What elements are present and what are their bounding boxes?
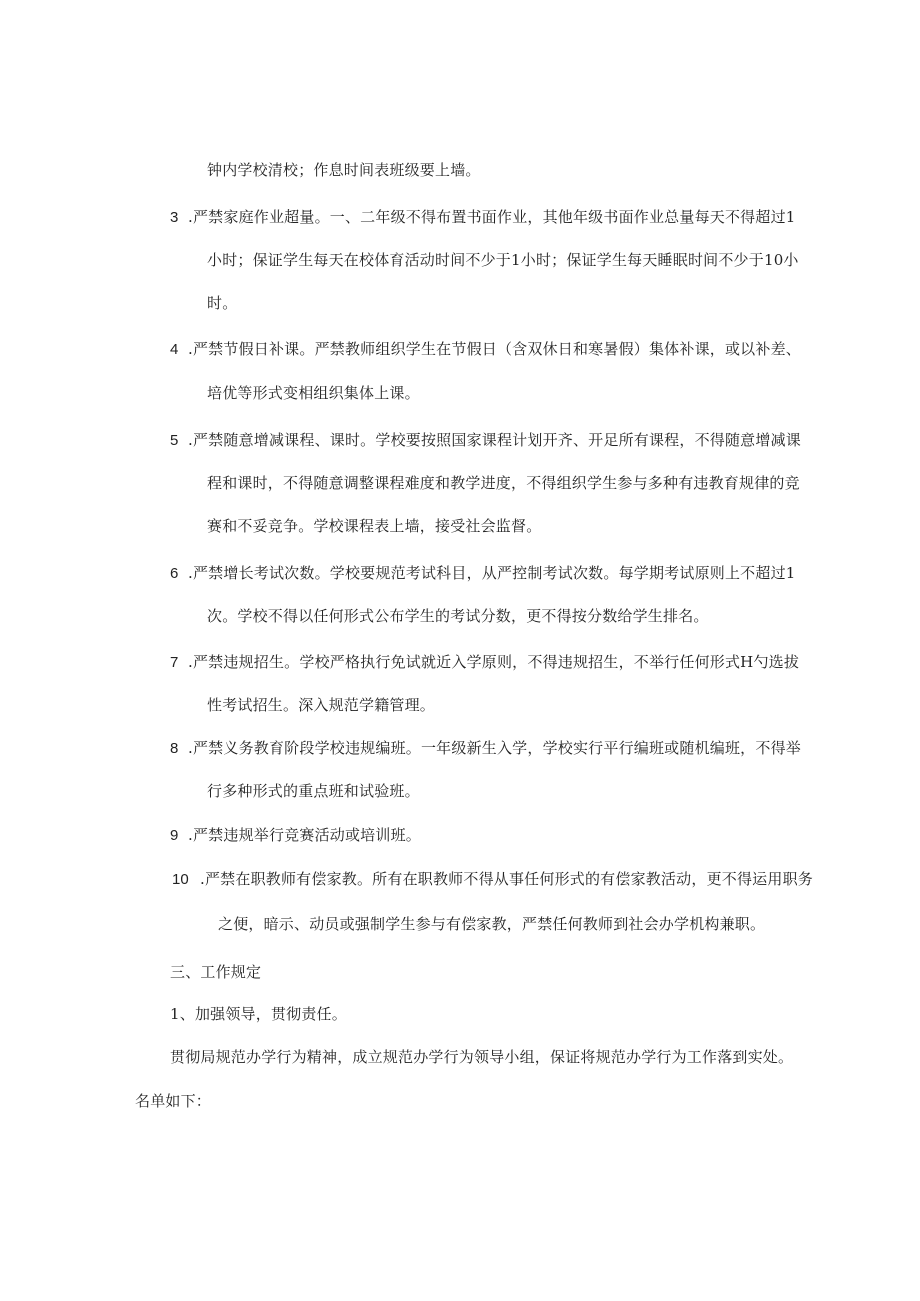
item-text-line: 时。 (207, 294, 238, 312)
item-text-line: 程和课时，不得随意调整课程难度和教学进度，不得组织学生参与多种有违教育规律的竞 (207, 474, 800, 492)
body-paragraph: 贯彻局规范办学行为精神，成立规范办学行为领导小组，保证将规范办学行为工作落到实处。 (170, 1048, 794, 1066)
item-text-line: 赛和不妥竞争。学校课程表上墙，接受社会监督。 (207, 517, 542, 535)
item-text-line: .严禁违规招生。学校严格执行免试就近入学原则，不得违规招生，不举行任何形式H勺选拔 (188, 653, 800, 671)
item-text-line: .严禁家庭作业超量。一、二年级不得布置书面作业，其他年级书面作业总量每天不得超过1 (188, 208, 796, 226)
item-text-line: .严禁随意增减课程、课时。学校要按照国家课程计划开齐、开足所有课程，不得随意增减课 (188, 431, 801, 449)
item-text-line: .严禁义务教育阶段学校违规编班。一年级新生入学，学校实行平行编班或随机编班，不得举 (188, 739, 801, 757)
item-number: 5 (170, 432, 179, 449)
continuation-line: 钟内学校清校；作息时间表班级要上墙。 (207, 161, 481, 179)
item-text-line: 小时；保证学生每天在校体育活动时间不少于1小时；保证学生每天睡眠时间不少于10小 (207, 251, 799, 269)
item-text-line: .严禁节假日补课。严禁教师组织学生在节假日（含双休日和寒暑假）集体补课，或以补差、 (188, 340, 801, 358)
item-text-line: .严禁在职教师有偿家教。所有在职教师不得从事任何形式的有偿家教活动，更不得运用职务 (200, 870, 813, 888)
item-number: 6 (170, 565, 179, 582)
item-text-line: 培优等形式变相组织集体上课。 (207, 384, 420, 402)
section-heading: 三、工作规定 (170, 963, 262, 981)
item-text-line: 之便，暗示、动员或强制学生参与有偿家教，严禁任何教师到社会办学机构兼职。 (218, 915, 766, 933)
item-number: 9 (170, 827, 179, 844)
item-text-line: 行多种形式的重点班和试验班。 (207, 782, 420, 800)
item-number: 8 (170, 740, 179, 757)
item-text-line: .严禁增长考试次数。学校要规范考试科目，从严控制考试次数。每学期考试原则上不超过1 (188, 564, 796, 582)
subheading: 1、加强领导，贯彻责任。 (170, 1005, 347, 1023)
list-intro: 名单如下： (135, 1092, 212, 1110)
item-number: 4 (170, 341, 179, 358)
item-text-line: .严禁违规举行竞赛活动或培训班。 (188, 826, 421, 844)
item-number: 3 (170, 209, 179, 226)
item-text-line: 性考试招生。深入规范学籍管理。 (207, 696, 436, 714)
item-number: 10 (172, 871, 189, 888)
item-number: 7 (170, 654, 179, 671)
item-text-line: 次。学校不得以任何形式公布学生的考试分数，更不得按分数给学生排名。 (207, 607, 709, 625)
